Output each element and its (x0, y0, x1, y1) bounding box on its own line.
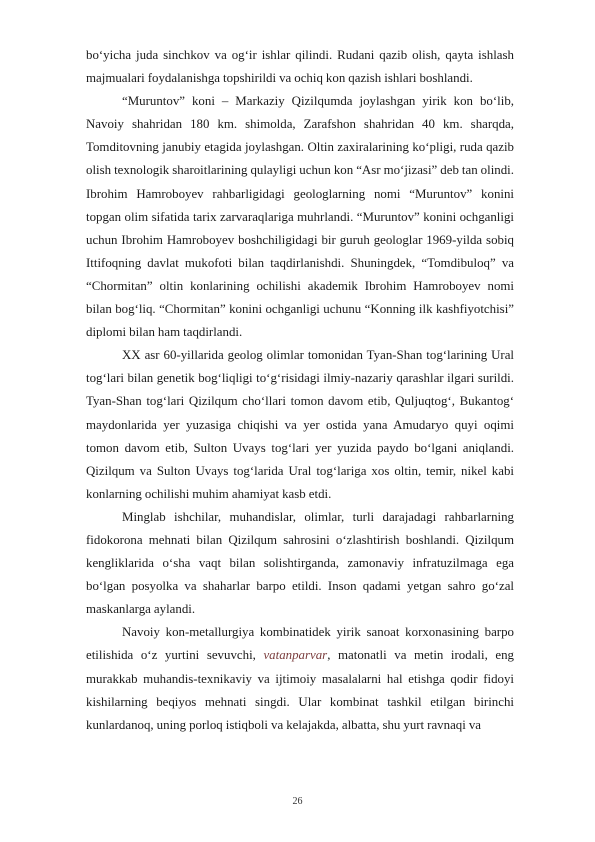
paragraph-qizilqum: Minglab ishchilar, muhandislar, olimlar, turli darajadagi rahbarlarning fidokorona mehnati bilan Qizilqum sahrosini o‘zlashtirish boshlandi. Qizilqum kengliklarida o‘sha vaqt bilan solishtirganda, zamonaviy infratuzilmaga ega bo‘lgan posyolka va shaharlar barpo etildi. Inson qadami yetgan sahro go‘zal maskanlarga aylandi. (86, 509, 514, 617)
paragraph-tyan-shan: XX asr 60-yillarida geolog olimlar tomonidan Tyan-Shan tog‘larining Ural tog‘lari bilan genetik bog‘liqligi to‘g‘risidagi ilmiy-nazariy qarashlar ilgari surildi. Tyan-Shan tog‘lari Qizilqum cho‘llari tomon davom etib, Quljuqtog‘, Bukantog‘ maydonlarida yer yuzasiga chiqishi va yer ostida yana Amudaryo quyi oqimi tomon davom etib, Sulton Uvays tog‘lari yer yuzida paydo bo‘lgani aniqlandi. Qizilqum va Sulton Uvays tog‘larida Ural tog‘lariga xos oltin, temir, nikel kabi konlarning ochilishi muhim ahamiyat kasb etdi. (86, 348, 514, 501)
paragraph-navoiy (86, 621, 514, 736)
paragraph-continuation: bo‘yicha juda sinchkov va og‘ir ishlar qilindi. Rudani qazib olish, qayta ishlash majmualari foydalanishga topshirildi va ochiq kon qazish ishlari boshlandi. (86, 48, 514, 86)
paragraph-navoiy-end: , matonatli va metin irodali, eng murakkab muhandis-texnikaviy va ijtimoiy masalalarni hal etishga qodir fidoyi kishilarning beqiyos mehnati singdi. Ular kombinat tashkil etilgan birinchi kunlardanoq, uning porloq istiqboli va kelajakda, albatta, shu yurt ravnaqi va (86, 648, 514, 732)
paragraph-muruntov: “Muruntov” koni – Markaziy Qizilqumda joylashgan yirik kon bo‘lib, Navoiy shahridan 180 km. shimolda, Zarafshon shahridan 40 km. sharqda, Tomditovning janubiy etagida joylashgan. Oltin zaxiralarining ko‘pligi, ruda qazib olish texnologik sharoitlarining qulayligi uchun kon “Asr mo‘jizasi” deb tan olindi. Ibrohim Hamroboyev rahbarligidagi geologlarning nomi “Muruntov” konini topgan olim sifatida tarix zarvaraqlariga muhrlandi. “Muruntov” konini ochganligi uchun Ibrohim Hamroboyev boshchiligidagi bir guruh geologlar 1969-yilda sobiq Ittifoqning davlat mukofoti bilan taqdirlanishdi. Shuningdek, “Tomdibuloq” va “Chormitan” oltin konlarining ochilishi akademik Ibrohim Hamroboyev nomi bilan bog‘liq. “Chormitan” konini ochganligi uchunu “Konning ilk kashfiyotchisi” diplomi bilan ham taqdirlandi. (86, 94, 514, 340)
page-body (86, 44, 514, 737)
page-number: 26 (292, 796, 303, 807)
paragraph-navoiy-start: Navoiy kon-metallurgiya kombinatidek yirik sanoat korxonasining barpo etilishida o‘z yurtini sevuvchi, (86, 625, 514, 663)
emphasis-word: vatanparvar (263, 648, 328, 663)
